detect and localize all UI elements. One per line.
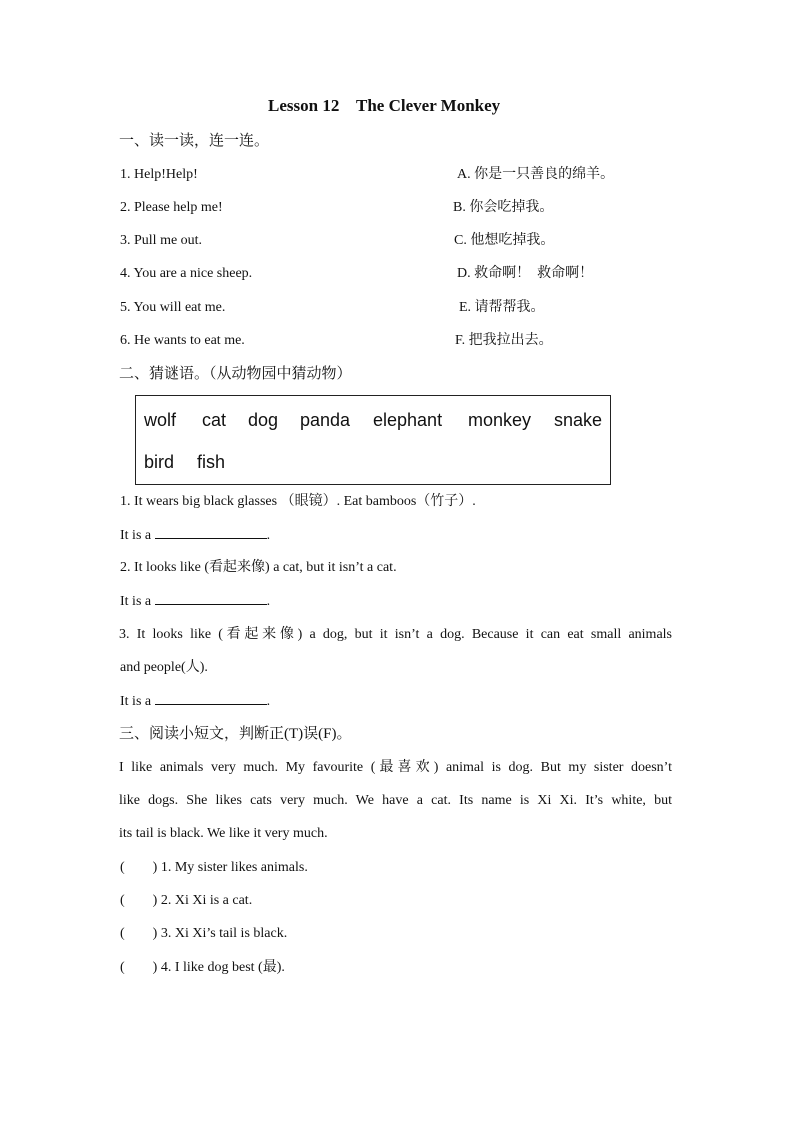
passage-line: its tail is black. We like it very much. xyxy=(119,826,328,841)
word-bank-item: fish xyxy=(197,452,226,472)
tf-item xyxy=(120,891,252,911)
riddle-question-continued: and people(人). xyxy=(120,660,208,675)
tf-statement: 3. Xi Xi’s tail is black. xyxy=(160,926,288,941)
word-bank-box xyxy=(135,395,611,485)
riddle-question: 2. It looks like (看起来像) a cat, but it isn’t a cat. xyxy=(120,560,397,575)
tf-item xyxy=(120,924,287,944)
riddle-question: 1. It wears big black glasses （眼镜）. Eat bamboos（竹子）. xyxy=(120,494,476,509)
tf-bracket[interactable]: ( ) xyxy=(120,893,158,908)
word-bank-item: panda xyxy=(300,410,351,430)
match-left-item: 6. He wants to eat me. xyxy=(120,333,245,348)
word-bank-item: bird xyxy=(144,452,175,472)
answer-prefix: It is a xyxy=(120,528,152,543)
match-right-item: C. 他想吃掉我。 xyxy=(454,233,555,248)
match-right-item: B. 你会吃掉我。 xyxy=(453,200,554,215)
match-left-item: 3. Pull me out. xyxy=(120,233,203,248)
match-right-item: D. 救命啊！ 救命啊！ xyxy=(457,266,594,281)
word-bank-item: wolf xyxy=(144,410,177,430)
match-left-item: 5. You will eat me. xyxy=(120,300,226,315)
tf-bracket[interactable]: ( ) xyxy=(120,860,158,875)
answer-suffix: . xyxy=(266,694,271,709)
match-left-item: 1. Help!Help! xyxy=(120,167,198,182)
tf-item xyxy=(120,858,308,878)
match-right-item: F. 把我拉出去。 xyxy=(455,333,553,348)
passage-line: I like animals very much. My favourite (最喜欢) animal is dog. But my sister doesn’t xyxy=(119,760,672,775)
answer-suffix: . xyxy=(266,528,271,543)
answer-line xyxy=(120,691,270,712)
tf-bracket[interactable]: ( ) xyxy=(120,960,158,975)
answer-blank[interactable] xyxy=(155,525,267,539)
answer-prefix: It is a xyxy=(120,594,152,609)
answer-line xyxy=(120,525,270,546)
answer-suffix: . xyxy=(266,594,271,609)
word-bank-item: cat xyxy=(202,410,227,430)
riddle-question: 3. It looks like (看起来像) a dog, but it isn’t a dog. Because it can eat small animals xyxy=(119,627,672,642)
match-right-item: A. 你是一只善良的绵羊。 xyxy=(457,167,615,182)
tf-statement: 1. My sister likes animals. xyxy=(160,860,308,875)
answer-line xyxy=(120,591,270,612)
word-bank-item: monkey xyxy=(468,410,532,430)
match-left-item: 2. Please help me! xyxy=(120,200,223,215)
tf-bracket[interactable]: ( ) xyxy=(120,926,158,941)
part1-heading: 一、读一读，连一连。 xyxy=(119,133,270,149)
answer-blank[interactable] xyxy=(155,591,267,605)
tf-statement: 4. I like dog best (最). xyxy=(160,960,285,975)
answer-prefix: It is a xyxy=(120,694,152,709)
tf-item xyxy=(120,958,285,978)
answer-blank[interactable] xyxy=(155,691,267,705)
passage-line: like dogs. She likes cats very much. We have a cat. Its name is Xi Xi. It’s white, but xyxy=(119,793,672,808)
page-title: Lesson 12 The Clever Monkey xyxy=(268,96,501,115)
word-bank-item: dog xyxy=(248,410,279,430)
part2-heading: 二、猜谜语。（从动物园中猜动物） xyxy=(119,366,352,382)
tf-statement: 2. Xi Xi is a cat. xyxy=(160,893,253,908)
part3-heading: 三、阅读小短文，判断正(T)误(F)。 xyxy=(119,726,352,742)
match-left-item: 4. You are a nice sheep. xyxy=(120,266,253,281)
match-right-item: E. 请帮帮我。 xyxy=(459,300,545,315)
word-bank-item: snake xyxy=(554,410,603,430)
word-bank-item: elephant xyxy=(373,410,443,430)
